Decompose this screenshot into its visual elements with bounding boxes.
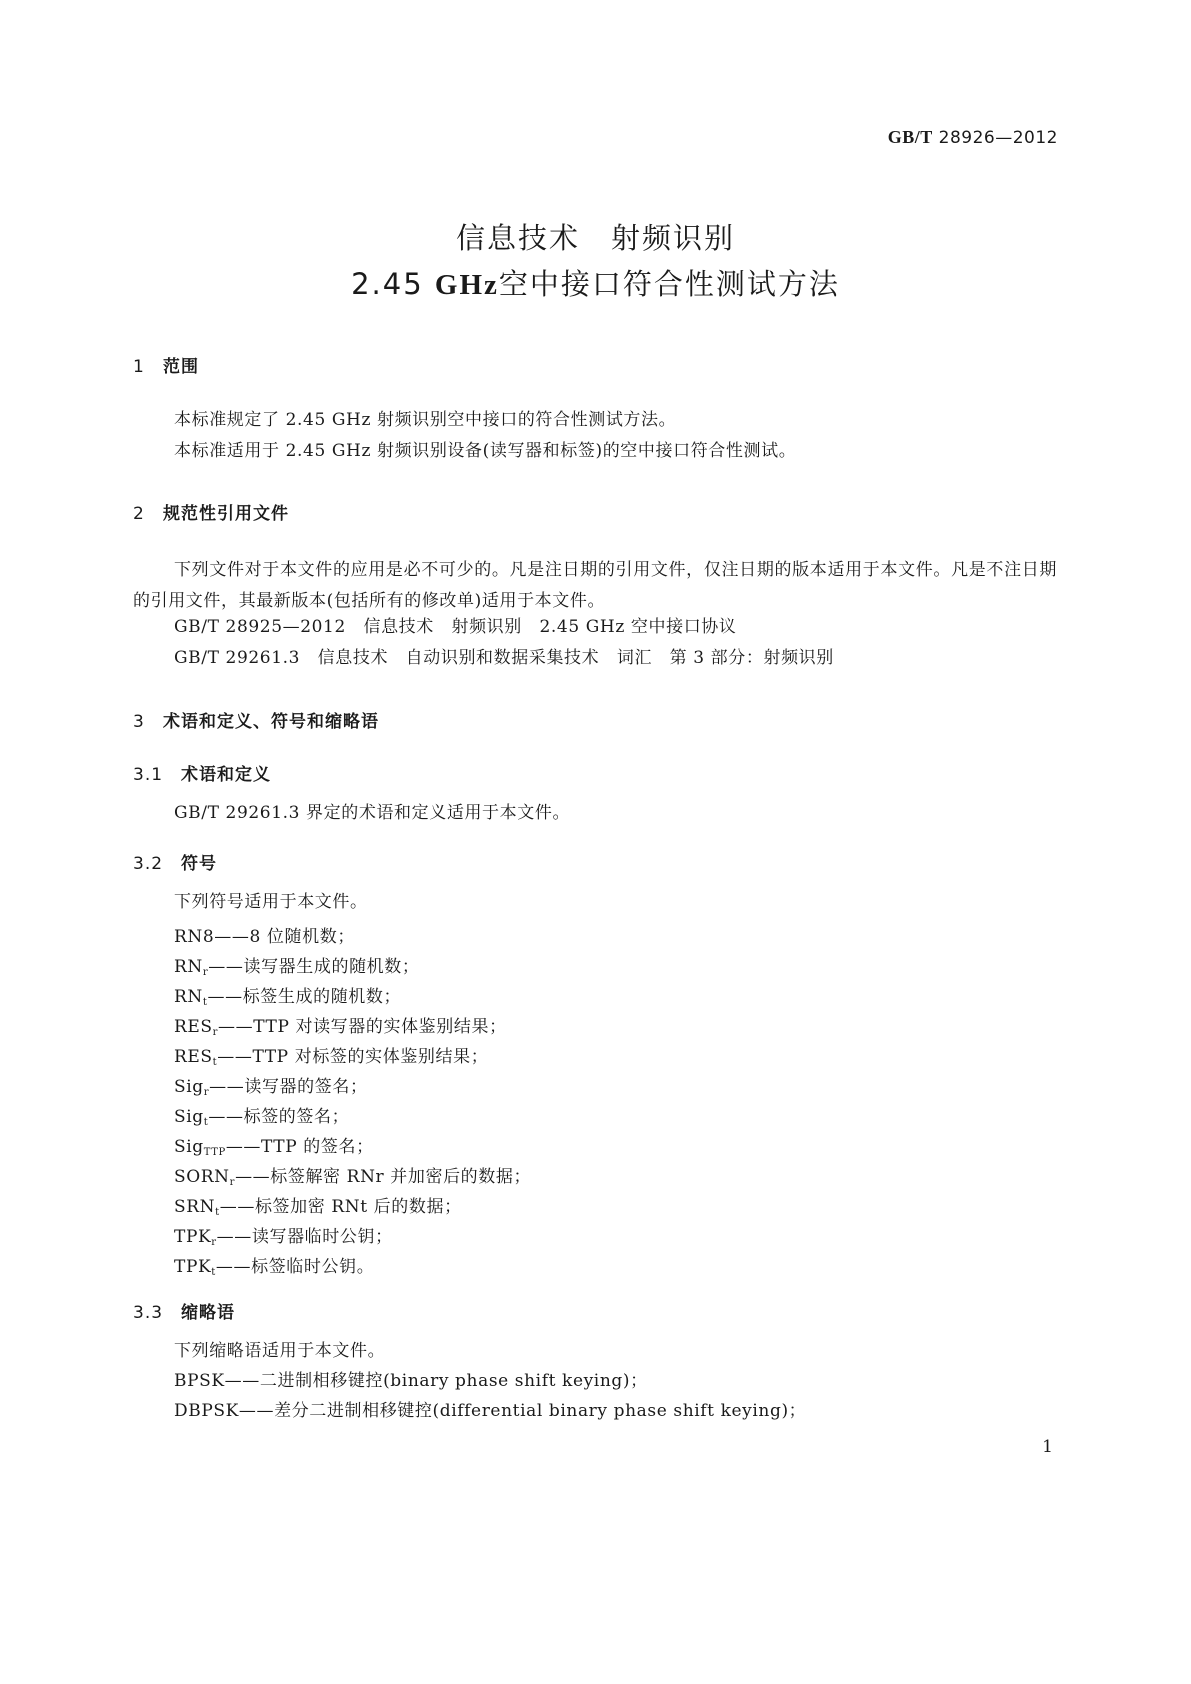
section-number: 3: [133, 712, 145, 732]
symbol-description: ——标签的签名；: [208, 1107, 350, 1127]
symbol-description: ——TTP 的签名；: [225, 1137, 374, 1157]
section-1-heading: [133, 352, 199, 377]
symbol-description: ——读写器临时公钥；: [216, 1227, 393, 1247]
reference-item: GB/T 28925—2012 信息技术 射频识别 2.45 GHz 空中接口协议: [174, 617, 737, 637]
section-title: 术语和定义、符号和缩略语: [163, 712, 379, 732]
symbol-name: Sig: [174, 1077, 204, 1097]
symbol-item: [174, 982, 401, 1008]
symbol-description: ——标签临时公钥。: [215, 1257, 375, 1277]
section-2-heading: [133, 499, 289, 524]
standard-number: [888, 127, 1058, 148]
symbol-name: TPK: [174, 1257, 212, 1277]
standard-code: 28926—2012: [938, 128, 1058, 148]
symbol-subscript: t: [203, 1117, 209, 1128]
paragraph: 下列符号适用于本文件。: [174, 892, 368, 912]
symbol-item: [174, 1192, 462, 1218]
paragraph: 下列缩略语适用于本文件。: [174, 1341, 386, 1361]
section-number: 3.2: [133, 854, 164, 874]
symbol-subscript: r: [211, 1237, 217, 1248]
symbol-item: [174, 1162, 531, 1188]
symbol-item: [174, 1102, 349, 1128]
symbol-description: ——读写器生成的随机数；: [208, 957, 420, 977]
symbol-name: SRN: [174, 1197, 216, 1217]
section-number: 3.3: [133, 1303, 164, 1323]
symbol-item: [174, 1042, 488, 1068]
section-3-3-heading: [133, 1298, 235, 1323]
symbol-description: ——TTP 对读写器的实体鉴别结果；: [218, 1017, 507, 1037]
section-title: 术语和定义: [181, 765, 271, 785]
symbol-description: ——读写器的签名；: [209, 1077, 368, 1097]
symbol-subscript: t: [212, 1057, 218, 1068]
symbol-item: [174, 1012, 507, 1038]
section-number: 1: [133, 357, 145, 377]
symbol-item: [174, 952, 419, 978]
symbol-subscript: r: [202, 967, 209, 978]
section-number: 2: [133, 504, 145, 524]
page-number: 1: [1042, 1437, 1053, 1457]
symbol-description: ——8 位随机数；: [214, 927, 355, 947]
document-title-line2: [0, 262, 1191, 303]
section-title: 规范性引用文件: [163, 504, 289, 524]
symbol-item: [174, 1252, 374, 1278]
section-number: 3.1: [133, 765, 164, 785]
symbol-name: RN: [174, 957, 203, 977]
symbol-description: ——标签生成的随机数；: [207, 987, 402, 1007]
symbol-description: ——TTP 对标签的实体鉴别结果；: [217, 1047, 489, 1067]
symbol-name: RN8: [174, 927, 215, 947]
symbol-subscript: t: [211, 1267, 216, 1278]
symbol-subscript: r: [229, 1177, 236, 1188]
title-unit: GHz: [434, 269, 499, 301]
paragraph: 本标准适用于 2.45 GHz 射频识别设备(读写器和标签)的空中接口符合性测试。: [174, 441, 797, 461]
symbol-name: TPK: [174, 1227, 212, 1247]
symbol-item: [174, 1132, 374, 1158]
symbol-name: RES: [174, 1017, 213, 1037]
paragraph: 本标准规定了 2.45 GHz 射频识别空中接口的符合性测试方法。: [174, 410, 677, 430]
symbol-subscript: r: [203, 1087, 210, 1098]
section-title: 符号: [181, 854, 217, 874]
section-3-heading: [133, 707, 379, 732]
symbol-name: Sig: [174, 1107, 204, 1127]
symbol-name: RES: [174, 1047, 213, 1067]
symbol-item: [174, 1222, 393, 1248]
symbol-name: RN: [174, 987, 203, 1007]
symbol-name: Sig: [174, 1137, 204, 1157]
title-rest: 空中接口符合性测试方法: [498, 267, 840, 301]
document-title-line1: 信息技术 射频识别: [455, 221, 735, 255]
paragraph: 下列文件对于本文件的应用是必不可少的。凡是注日期的引用文件，仅注日期的版本适用于本文件。凡是不注日期的引用文件，其最新版本(包括所有的修改单)适用于本文件。: [133, 560, 1057, 611]
section-3-2-heading: [133, 849, 217, 874]
symbol-subscript: r: [212, 1027, 219, 1038]
symbol-description: ——标签解密 RNr 并加密后的数据；: [235, 1167, 532, 1187]
symbol-item: [174, 922, 355, 947]
symbol-description: ——标签加密 RNt 后的数据；: [219, 1197, 462, 1217]
symbol-name: SORN: [174, 1167, 230, 1187]
standard-prefix: GB/T: [887, 127, 933, 147]
title-frequency: 2.45: [351, 267, 424, 301]
section-title: 缩略语: [181, 1303, 235, 1323]
symbol-subscript: t: [215, 1207, 220, 1218]
symbol-subscript: t: [202, 997, 208, 1008]
reference-item: GB/T 29261.3 信息技术 自动识别和数据采集技术 词汇 第 3 部分：射频识别: [174, 648, 834, 668]
abbreviation-item: BPSK——二进制相移键控(binary phase shift keying)；: [174, 1371, 648, 1391]
symbol-subscript: TTP: [203, 1147, 226, 1158]
symbol-item: [174, 1072, 368, 1098]
section-title: 范围: [163, 357, 199, 377]
abbreviation-item: DBPSK——差分二进制相移键控(differential binary phase shift keying)；: [174, 1401, 807, 1421]
section-3-1-heading: [133, 760, 271, 785]
paragraph: GB/T 29261.3 界定的术语和定义适用于本文件。: [174, 803, 571, 823]
